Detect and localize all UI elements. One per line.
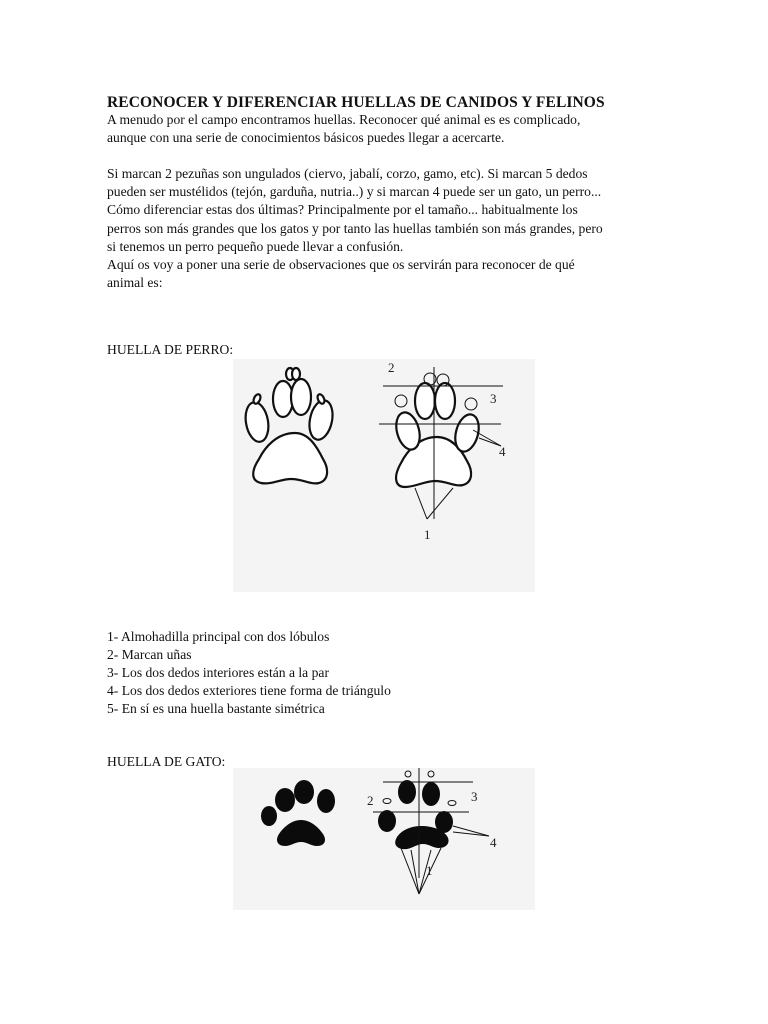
- body-paragraph: [107, 165, 667, 292]
- body-line: Si marcan 2 pezuñas son ungulados (ciervo, jabalí, corzo, gamo, etc). Si marcan 5 dedos: [107, 166, 588, 181]
- cat-toe: [294, 780, 314, 804]
- cat-toe: [261, 806, 277, 826]
- cat-toe: [422, 782, 440, 806]
- cat-label-3: 3: [471, 789, 478, 804]
- cat-label-4: 4: [490, 835, 497, 850]
- cat-toe: [435, 811, 453, 833]
- dog-heading: HUELLA DE PERRO:: [107, 342, 234, 357]
- dog-points-list: [107, 628, 391, 718]
- body-line: si tenemos un perro pequeño puede llevar a confusión.: [107, 238, 404, 254]
- dog-label-2: 2: [388, 360, 395, 375]
- cat-toe: [378, 810, 396, 832]
- body-line: perros son más grandes que los gatos y por tanto las huellas también son más grandes, pero: [107, 220, 603, 236]
- cat-label-1: 1: [426, 863, 433, 878]
- dog-toe-inner-left: [415, 383, 435, 419]
- dog-paw-figure: [233, 359, 535, 592]
- intro-line: A menudo por el campo encontramos huellas. Reconocer qué animal es es complicado,: [107, 112, 581, 127]
- dog-toe-inner-right: [291, 379, 311, 415]
- cat-toe: [398, 780, 416, 804]
- intro-paragraph: [107, 111, 667, 147]
- body-line: animal es:: [107, 275, 163, 291]
- page-title: RECONOCER Y DIFERENCIAR HUELLAS DE CANIDOS Y FELINOS: [107, 94, 605, 111]
- body-line: Aquí os voy a poner una serie de observaciones que os servirán para reconocer de qué: [107, 257, 575, 273]
- cat-toe: [317, 789, 335, 813]
- cat-paw-figure: [233, 768, 535, 910]
- list-item: 5- En sí es una huella bastante simétrica: [107, 701, 325, 717]
- cat-toe: [275, 788, 295, 812]
- cat-heading: HUELLA DE GATO:: [107, 754, 226, 769]
- dog-label-1: 1: [424, 527, 431, 542]
- list-item: 4- Los dos dedos exteriores tiene forma de triángulo: [107, 683, 391, 699]
- intro-line: aunque con una serie de conocimientos básicos puedes llegar a acercarte.: [107, 130, 505, 146]
- list-item: 3- Los dos dedos interiores están a la par: [107, 665, 329, 681]
- body-line: Cómo diferenciar estas dos últimas? Principalmente por el tamaño... habitualmente los: [107, 202, 578, 218]
- cat-label-2: 2: [367, 793, 374, 808]
- dog-claw: [292, 368, 300, 380]
- list-item: 1- Almohadilla principal con dos lóbulos: [107, 629, 330, 644]
- dog-label-4: 4: [499, 444, 506, 459]
- list-item: 2- Marcan uñas: [107, 647, 192, 663]
- dog-label-3: 3: [490, 391, 497, 406]
- body-line: pueden ser mustélidos (tejón, garduña, nutria..) y si marcan 4 puede ser un gato, un perro...: [107, 184, 602, 200]
- dog-toe-inner-right: [435, 383, 455, 419]
